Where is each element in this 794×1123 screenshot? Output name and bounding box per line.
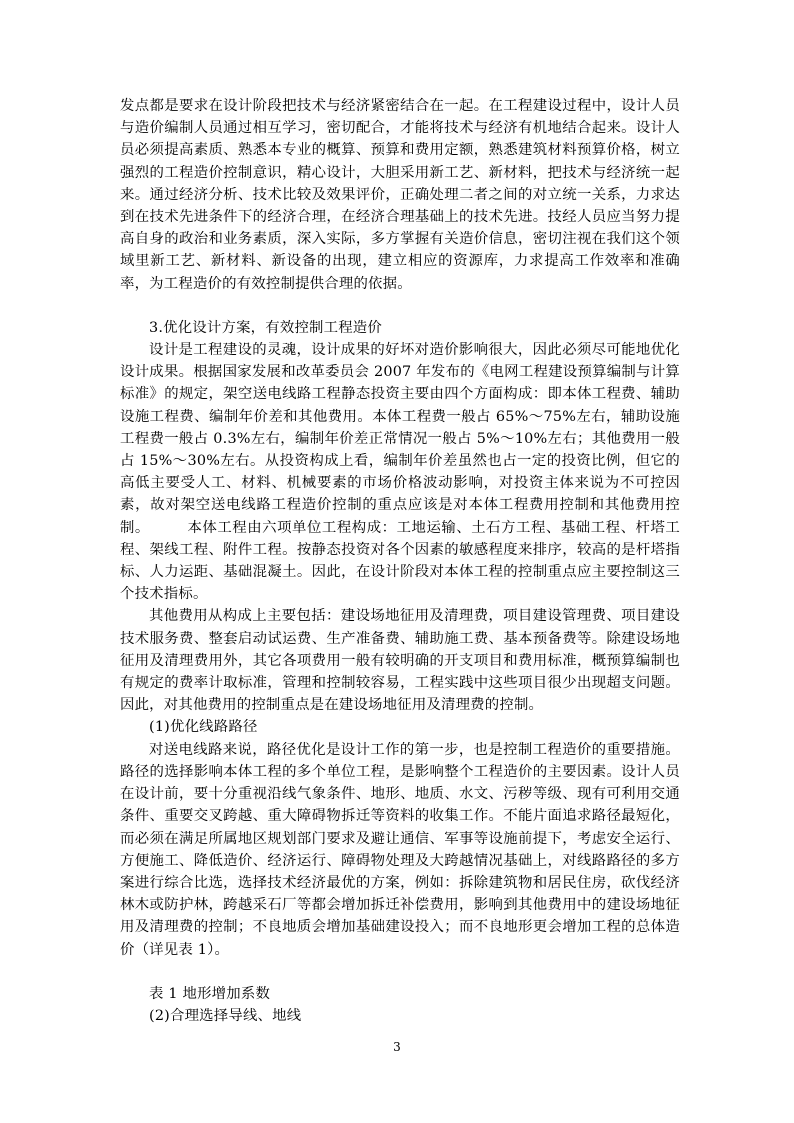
- paragraph-other-fees: 其他费用从构成上主要包括：建设场地征用及清理费，项目建设管理费、项目建设技术服务费、整套启动试运费、生产准备费、辅助施工费、基本预备费等。除建设场地征用及清理费用外，其它各项费用一般有较明确的开支项目和费用标准，概预算编制也有规定的费率计取标准，管理和控制较容易，工程实践中这些项目很少出现超支问题。因此，对其他费用的控制重点是在建设场地征用及清理费的控制。: [120, 608, 680, 714]
- paragraph-intro: 发点都是要求在设计阶段把技术与经济紧密结合在一起。在工程建设过程中，设计人员与造价编制人员通过相互学习，密切配合，才能将技术与经济有机地结合起来。设计人员必须提高素质、熟悉本专业的概算、预算和费用定额，熟悉建筑材料预算价格，树立强烈的工程造价控制意识，精心设计，大胆采用新工艺、新材料，把技术与经济统一起来。通过经济分析、技术比较及效果评价，正确处理二者之间的对立统一关系，力求达到在技术先进条件下的经济合理，在经济合理基础上的技术先进。技经人员应当努力提高自身的政治和业务素质，深入实际，多方掌握有关造价信息，密切注视在我们这个领域里新工艺、新材料、新设备的出现，建立相应的资源库，力求提高工作效率和准确率，为工程造价的有效控制提供合理的依据。: [120, 98, 680, 292]
- document-body: [120, 95, 680, 1027]
- subheading-route-optimization: (1)优化线路路径: [149, 719, 258, 736]
- paragraph-route: 对送电线路来说，路径优化是设计工作的第一步，也是控制工程造价的重要措施。路径的选择影响本体工程的多个单位工程，是影响整个工程造价的主要因素。设计人员在设计前，要十分重视沿线气象条件、地形、地质、水文、污秽等级、现有可利用交通条件、重要交叉跨越、重大障碍物拆迁等资料的收集工作。不能片面追求路径最短化，而必须在满足所属地区规划部门要求及避让通信、军事等设施前提下，考虑安全运行、方便施工、降低造价、经济运行、障碍物处理及大跨越情况基础上，对线路路径的多方案进行综合比选，选择技术经济最优的方案，例如：拆除建筑物和居民住房，砍伐经济林木或防护林，跨越采石厂等都会增加拆迁补偿费用，影响到其他费用中的建设场地征用及清理费的控制；不良地质会增加基础建设投入；而不良地形更会增加工程的总体造价（详见表 1）。: [120, 741, 680, 958]
- table-caption: 表 1 地形增加系数: [149, 985, 271, 1002]
- paragraph-design: 设计是工程建设的灵魂，设计成果的好坏对造价影响很大，因此必须尽可能地优化设计成果。根据国家发展和改革委员会 2007 年发布的《电网工程建设预算编制与计算标准》的规定，架空送电线路工程静态投资主要由四个方面构成：即本体工程费、辅助设施工程费、编制年价差和其他费用。本体工程费一般占 65%～75%左右，辅助设施工程费一般占 0.3%左右，编制年价差正常情况一般占 5%～10%左右；其他费用一般占 15%～30%左右。从投资构成上看，编制年价差虽然也占一定的投资比例，但它的高低主要受人工、材料、机械要素的市场价格波动影响，对投资主体来说为不可控因素，故对架空送电线路工程造价控制的重点应该是对本体工程费用控制和其他费用控制。 本体工程由六项单位工程构成：工地运输、土石方工程、基础工程、杆塔工程、架线工程、附件工程。按静态投资对各个因素的敏感程度来排序，较高的是杆塔指标、人力运距、基础混凝土。因此，在设计阶段对本体工程的控制重点应主要控制这三个技术指标。: [120, 342, 680, 603]
- page-number: 3: [393, 1040, 401, 1054]
- section-heading-3: 3.优化设计方案，有效控制工程造价: [149, 319, 382, 336]
- subheading-conductor-selection: (2)合理选择导线、地线: [149, 1007, 302, 1024]
